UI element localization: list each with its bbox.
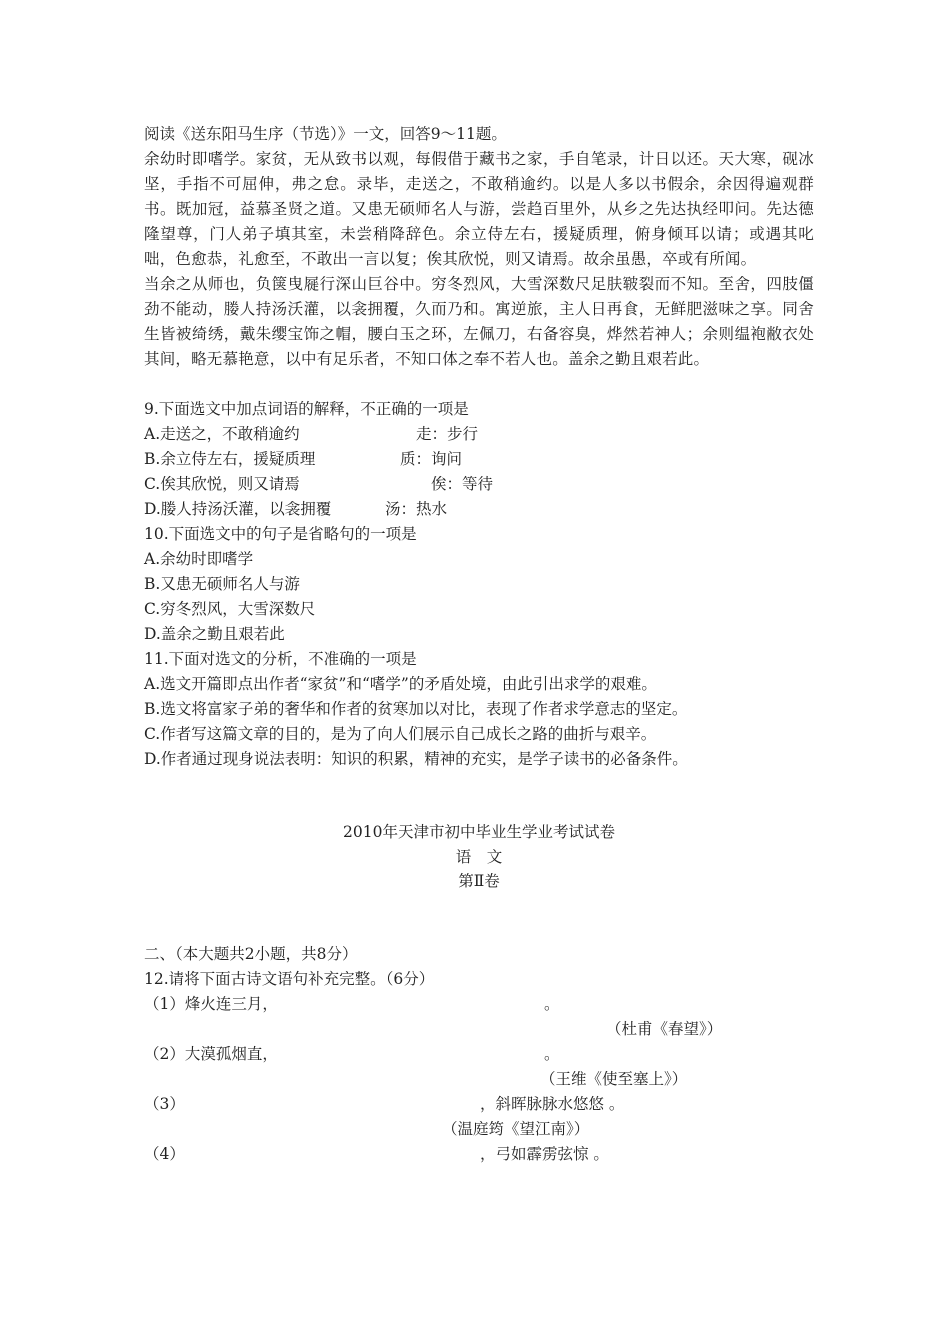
q9-option-d-note: 汤：热水 <box>385 500 448 518</box>
q9-option-c-text: C.俟其欣悦，则又请焉 <box>144 475 300 493</box>
q11-option-d: D.作者通过现身说法表明：知识的积累，精神的充实，是学子读书的必备条件。 <box>144 750 688 768</box>
q12-item-2-source: （王维《使至塞上》） <box>540 1069 688 1088</box>
q12-item-2-tail: 。 <box>544 1044 560 1063</box>
q9-option-b <box>144 447 814 472</box>
q12-item-1-tail: 。 <box>544 994 560 1013</box>
passage-paragraph-1: 余幼时即嗜学。家贫，无从致书以观，每假借于藏书之家，手自笔录，计日以还。天大寒，砚冰坚，手指不可屈伸，弗之怠。录毕，走送之，不敢稍逾约。以是人多以书假余，余因得遍观群书。既加冠，益慕圣贤之道。又患无硕师名人与游，尝趋百里外，从乡之先达执经叩问。先达德隆望尊，门人弟子填其室，未尝稍降辞色。余立侍左右，援疑质理，俯身倾耳以请；或遇其叱咄，色愈恭，礼愈至，不敢出一言以复；俟其欣悦，则又请焉。故余虽愚，卒或有所闻。 <box>144 150 814 268</box>
q11-option-c: C.作者写这篇文章的目的，是为了向人们展示自己成长之路的曲折与艰辛。 <box>144 725 657 743</box>
q12-item-3-source-row <box>144 1117 814 1142</box>
q12-item-4-label: （4） <box>144 1144 185 1163</box>
q9-option-a-note: 走：步行 <box>416 425 479 443</box>
q12-stem: 12.请将下面古诗文语句补充完整。（6分） <box>144 969 435 988</box>
q12-item-4 <box>144 1142 814 1167</box>
q10-option-a: A.余幼时即嗜学 <box>144 550 254 568</box>
q10-option-b: B.又患无硕师名人与游 <box>144 575 300 593</box>
q12-item-2 <box>144 1042 814 1067</box>
q12-item-4-tail: ，弓如霹雳弦惊 。 <box>480 1144 609 1163</box>
q12-item-1 <box>144 992 814 1017</box>
q11-option-b: B.选文将富家子弟的奢华和作者的贫寒加以对比，表现了作者求学意志的坚定。 <box>144 700 688 718</box>
q12-item-2-source-row <box>144 1067 814 1092</box>
document-page <box>144 122 814 1167</box>
q10-option-c: C.穷冬烈风，大雪深数尺 <box>144 600 316 618</box>
q9-option-a <box>144 422 814 447</box>
q10-stem: 10.下面选文中的句子是省略句的一项是 <box>144 525 417 543</box>
exam-subject: 语 文 <box>455 847 503 866</box>
q9-option-b-note: 质：询问 <box>400 450 463 468</box>
q12-item-1-source-row <box>144 1017 814 1042</box>
q9-option-a-text: A.走送之，不敢稍逾约 <box>144 425 300 443</box>
q12-item-3-source: （温庭筠《望江南》） <box>442 1119 590 1138</box>
q9-stem: 9.下面选文中加点词语的解释，不正确的一项是 <box>144 400 469 418</box>
q12-item-1-source: （杜甫《春望》） <box>606 1019 723 1038</box>
q12-item-2-label: （2）大漠孤烟直， <box>144 1044 278 1063</box>
q11-stem: 11.下面对选文的分析，不准确的一项是 <box>144 650 417 668</box>
q12-item-3-label: （3） <box>144 1094 185 1113</box>
q9-option-c <box>144 472 814 497</box>
q9-option-b-text: B.余立侍左右，援疑质理 <box>144 450 316 468</box>
q9-option-d <box>144 497 814 522</box>
q12-item-3 <box>144 1092 814 1117</box>
exam-title: 2010年天津市初中毕业生学业考试试卷 <box>343 823 615 841</box>
exam-volume: 第Ⅱ卷 <box>458 872 500 890</box>
passage-paragraph-2: 当余之从师也，负箧曳屣行深山巨谷中。穷冬烈风，大雪深数尺足肤皲裂而不知。至舍，四肢僵劲不能动，媵人持汤沃灌，以衾拥覆，久而乃和。寓逆旅，主人日再食，无鲜肥滋味之享。同舍生皆被绮绣，戴朱缨宝饰之帽，腰白玉之环，左佩刀，右备容臭，烨然若神人；余则缊袍敝衣处其间，略无慕艳意，以中有足乐者，不知口体之奉不若人也。盖余之勤且艰若此。 <box>144 275 814 368</box>
section-2-heading: 二、（本大题共2小题，共8分） <box>144 944 358 963</box>
q11-option-a: A.选文开篇即点出作者“家贫”和“嗜学”的矛盾处境，由此引出求学的艰难。 <box>144 675 657 693</box>
q9-option-c-note: 俟：等待 <box>431 475 494 493</box>
reading-intro: 阅读《送东阳马生序（节选）》一文，回答9～11题。 <box>144 125 507 143</box>
q10-option-d: D.盖余之勤且艰若此 <box>144 625 285 643</box>
q9-option-d-text: D.媵人持汤沃灌，以衾拥覆 <box>144 500 332 518</box>
q12-item-1-label: （1）烽火连三月， <box>144 994 278 1013</box>
q12-item-3-tail: ，斜晖脉脉水悠悠 。 <box>480 1094 625 1113</box>
